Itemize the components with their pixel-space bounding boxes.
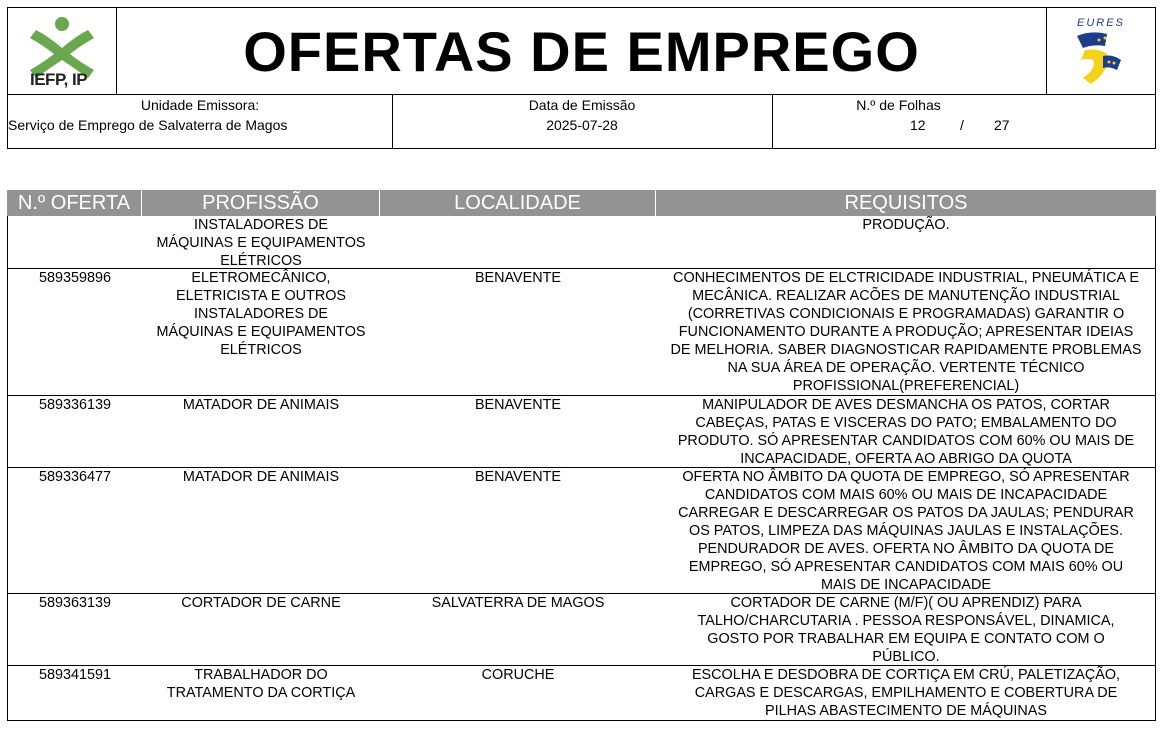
header-localidade: LOCALIDADE xyxy=(380,190,656,216)
unidade-emissora-cell xyxy=(8,95,393,148)
cell-requisitos xyxy=(656,396,1156,468)
cell-requisitos-line: EMPREGO, SÓ APRESENTAR CANDIDATOS COM MAIS 60% OU xyxy=(688,559,1124,575)
table-row xyxy=(7,396,1156,468)
cell-profissao xyxy=(142,468,380,486)
document-meta xyxy=(7,95,1156,149)
cell-numero-oferta: 589336139 xyxy=(38,397,112,413)
cell-requisitos-line: CARGAS E DESCARGAS, EMPILHAMENTO E COBERTURA DE xyxy=(694,685,1118,701)
cell-requisitos-line: FUNCIONAMENTO DURANTE A PRODUÇÃO; APRESENTAR IDEIAS xyxy=(678,324,1134,340)
folha-atual: 12 xyxy=(910,117,926,133)
cell-profissao-line: INSTALADORES DE xyxy=(193,217,329,233)
cell-requisitos-line: PROFISSIONAL(PREFERENCIAL) xyxy=(792,378,1020,394)
table-row xyxy=(7,594,1156,666)
cell-numero-oferta: 589359896 xyxy=(38,270,112,286)
cell-requisitos-line: MECÂNICA. REALIZAR ACÕES DE MANUTENÇÃO INDUSTRIAL xyxy=(692,288,1120,304)
cell-requisitos-line: PÚBLICO. xyxy=(872,649,940,665)
cell-localidade: BENAVENTE xyxy=(474,270,562,286)
cell-requisitos xyxy=(656,468,1156,594)
cell-profissao-line: TRABALHADOR DO xyxy=(194,667,328,683)
cell-requisitos-line: PRODUÇÃO. xyxy=(862,217,950,233)
cell-requisitos-line: PENDURADOR DE AVES. OFERTA NO ÂMBITO DA QUOTA DE xyxy=(697,541,1115,557)
numero-folhas-cell xyxy=(772,95,1155,148)
cell-requisitos-line: INCAPACIDADE, OFERTA AO ABRIGO DA QUOTA xyxy=(740,451,1072,467)
cell-requisitos-line: PILHAS ABASTECIMENTO DE MÁQUINAS xyxy=(764,703,1047,719)
cell-requisitos-line: ESCOLHA E DESDOBRA DE CORTIÇA EM CRÚ, PALETIZAÇÃO, xyxy=(691,667,1121,683)
cell-requisitos-line: OFERTA NO ÂMBITO DA QUOTA DE EMPREGO, SÓ APRESENTAR xyxy=(682,469,1130,485)
cell-requisitos-line: NA SUA ÁREA DE OPERAÇÃO. VERTENTE TÉCNICO xyxy=(727,360,1085,376)
cell-numero-oferta: 589336477 xyxy=(38,469,112,485)
cell-numero-oferta: 589341591 xyxy=(38,667,112,683)
data-emissao-value: 2025-07-28 xyxy=(546,117,618,133)
iefp-logo xyxy=(8,8,117,94)
cell-profissao-line: ELÉTRICOS xyxy=(220,342,302,358)
unidade-emissora-label: Unidade Emissora: xyxy=(140,97,260,113)
cell-requisitos-line: CARREGAR E DESCARREGAR OS PATOS DA JAULAS; PENDURAR xyxy=(678,505,1134,521)
cell-requisitos-line: DE MELHORIA. SABER DIAGNOSTICAR RAPIDAMENTE PROBLEMAS xyxy=(670,342,1142,358)
cell-profissao-line: CORTADOR DE CARNE xyxy=(181,595,341,611)
cell-profissao xyxy=(142,216,380,270)
cell-requisitos-line: CABEÇAS, PATAS E VISCERAS DO PATO; EMBALAMENTO DO xyxy=(695,415,1117,431)
folha-separator: / xyxy=(960,117,964,133)
document-header xyxy=(7,7,1156,95)
table-row xyxy=(7,666,1156,721)
cell-profissao xyxy=(142,594,380,612)
table-header xyxy=(7,190,1156,216)
cell-profissao-line: ELÉTRICOS xyxy=(220,253,302,269)
eures-logo xyxy=(1046,8,1155,94)
cell-profissao xyxy=(142,666,380,702)
folha-total: 27 xyxy=(994,117,1010,133)
cell-requisitos-line: MANIPULADOR DE AVES DESMANCHA OS PATOS, CORTAR xyxy=(702,397,1110,413)
cell-requisitos xyxy=(656,269,1156,395)
header-profissao: PROFISSÃO xyxy=(142,190,380,216)
table-row xyxy=(7,468,1156,594)
cell-requisitos-line: CORTADOR DE CARNE (M/F)( OU APRENDIZ) PARA xyxy=(730,595,1082,611)
cell-requisitos-line: PRODUTO. SÓ APRESENTAR CANDIDATOS COM 60% OU MAIS DE xyxy=(677,433,1135,449)
cell-profissao-line: MATADOR DE ANIMAIS xyxy=(182,469,340,485)
cell-profissao-line: INSTALADORES DE xyxy=(193,306,329,322)
cell-localidade: BENAVENTE xyxy=(474,469,562,485)
header-requisitos: REQUISITOS xyxy=(656,190,1156,216)
eures-logo-text: EURES xyxy=(1077,17,1125,29)
table-row xyxy=(7,216,1156,269)
page-title: OFERTAS DE EMPREGO xyxy=(243,19,920,83)
cell-profissao-line: MÁQUINAS E EQUIPAMENTOS xyxy=(156,235,366,251)
cell-profissao xyxy=(142,396,380,414)
cell-profissao-line: MATADOR DE ANIMAIS xyxy=(182,397,340,413)
cell-profissao xyxy=(142,269,380,359)
data-emissao-cell xyxy=(392,95,773,148)
cell-requisitos-line: (CORRETIVAS CONDICIONAIS E PROGRAMADAS) GARANTIR O xyxy=(687,306,1125,322)
table-row xyxy=(7,269,1156,396)
cell-localidade: BENAVENTE xyxy=(474,397,562,413)
numero-folhas-label: N.º de Folhas xyxy=(856,97,941,113)
cell-requisitos-line: CANDIDATOS COM MAIS 60% OU MAIS DE INCAPACIDADE xyxy=(704,487,1108,503)
cell-requisitos-line: CONHECIMENTOS DE ELCTRICIDADE INDUSTRIAL, PNEUMÁTICA E xyxy=(673,270,1139,286)
cell-requisitos xyxy=(656,666,1156,720)
cell-requisitos-line: MAIS DE INCAPACIDADE xyxy=(820,577,992,593)
data-emissao-label: Data de Emissão xyxy=(528,97,636,113)
header-numero-oferta: N.º OFERTA xyxy=(7,190,142,216)
cell-profissao-line: ELETROMECÂNICO, xyxy=(191,270,331,286)
unidade-emissora-value: Serviço de Emprego de Salvaterra de Magos xyxy=(8,117,288,133)
cell-requisitos xyxy=(656,594,1156,666)
cell-requisitos-line: GOSTO POR TRABALHAR EM EQUIPA E CONTATO COM O xyxy=(707,631,1105,647)
cell-profissao-line: ELETRICISTA E OUTROS xyxy=(175,288,347,304)
cell-requisitos-line: TALHO/CHARCUTARIA . PESSOA RESPONSÁVEL, DINAMICA, xyxy=(697,613,1115,629)
cell-requisitos xyxy=(656,216,1156,234)
cell-profissao-line: MÁQUINAS E EQUIPAMENTOS xyxy=(156,324,366,340)
cell-numero-oferta: 589363139 xyxy=(38,595,112,611)
cell-localidade: CORUCHE xyxy=(481,667,555,683)
cell-requisitos-line: OS PATOS, LIMPEZA DAS MÁQUINAS JAULAS E INSTALAÇÕES. xyxy=(689,523,1123,539)
cell-profissao-line: TRATAMENTO DA CORTIÇA xyxy=(166,685,356,701)
iefp-logo-text: IEFP, IP xyxy=(30,70,88,89)
cell-localidade: SALVATERRA DE MAGOS xyxy=(431,595,605,611)
